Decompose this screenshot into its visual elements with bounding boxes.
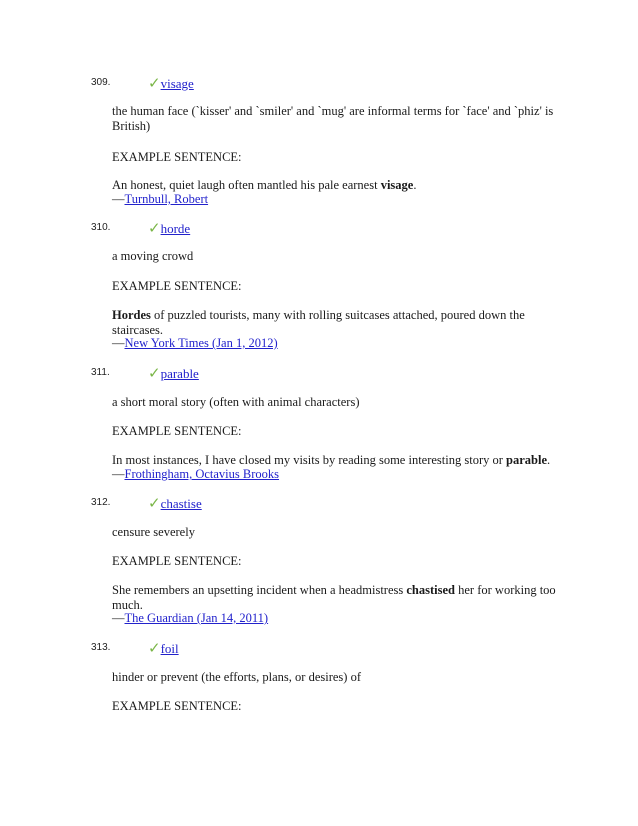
headword: [148, 494, 202, 512]
entry-number: 309.: [91, 77, 111, 88]
entry-number: 311.: [91, 367, 110, 378]
headword: [148, 74, 194, 92]
entry-number: 312.: [91, 497, 111, 508]
definition: a short moral story (often with animal characters): [112, 395, 360, 409]
check-icon: ✓: [148, 364, 161, 382]
source-line: —Frothingham, Octavius Brooks: [112, 467, 280, 481]
check-icon: ✓: [148, 494, 161, 512]
check-icon: ✓: [148, 219, 161, 237]
definition: hinder or prevent (the efforts, plans, or desires) of: [112, 670, 361, 684]
example-label: EXAMPLE SENTENCE:: [112, 424, 242, 438]
headword-link[interactable]: foil: [160, 641, 179, 656]
headword-link[interactable]: visage: [160, 76, 194, 91]
entry-number: 310.: [91, 222, 111, 233]
headword-link[interactable]: chastise: [160, 496, 202, 511]
headword: [148, 364, 199, 382]
source-line: —The Guardian (Jan 14, 2011): [112, 611, 269, 625]
headword-link[interactable]: parable: [160, 366, 199, 381]
example-label: EXAMPLE SENTENCE:: [112, 150, 242, 164]
example-label: EXAMPLE SENTENCE:: [112, 554, 242, 568]
source-link[interactable]: Turnbull, Robert: [124, 192, 209, 206]
headword-link[interactable]: horde: [160, 221, 191, 236]
definition: a moving crowd: [112, 249, 194, 263]
headword: [148, 219, 190, 237]
highlighted-word: chastised: [406, 583, 455, 597]
source-link[interactable]: Frothingham, Octavius Brooks: [124, 467, 280, 481]
check-icon: ✓: [148, 639, 161, 657]
highlighted-word: visage: [380, 178, 414, 192]
headword: [148, 639, 179, 657]
example-sentence: In most instances, I have closed my visits by reading some interesting story or parable.: [112, 453, 551, 467]
example-label: EXAMPLE SENTENCE:: [112, 279, 242, 293]
highlighted-word: parable: [506, 453, 548, 467]
source-line: —New York Times (Jan 1, 2012): [112, 336, 278, 350]
check-icon: ✓: [148, 74, 161, 92]
example-sentence: She remembers an upsetting incident when a headmistress chastised her for working too much.: [112, 583, 556, 612]
highlighted-word: Hordes: [112, 308, 151, 322]
definition: censure severely: [112, 525, 195, 539]
example-sentence: An honest, quiet laugh often mantled his pale earnest visage.: [112, 178, 417, 192]
definition: the human face (`kisser' and `smiler' and `mug' are informal terms for `face' and `phiz' is British): [112, 104, 554, 133]
entry-number: 313.: [91, 642, 111, 653]
source-link[interactable]: New York Times (Jan 1, 2012): [124, 336, 278, 350]
source-link[interactable]: The Guardian (Jan 14, 2011): [124, 611, 269, 625]
example-sentence: Hordes of puzzled tourists, many with rolling suitcases attached, poured down the staircases.: [112, 308, 525, 337]
source-line: —Turnbull, Robert: [112, 192, 209, 206]
example-label: EXAMPLE SENTENCE:: [112, 699, 242, 713]
